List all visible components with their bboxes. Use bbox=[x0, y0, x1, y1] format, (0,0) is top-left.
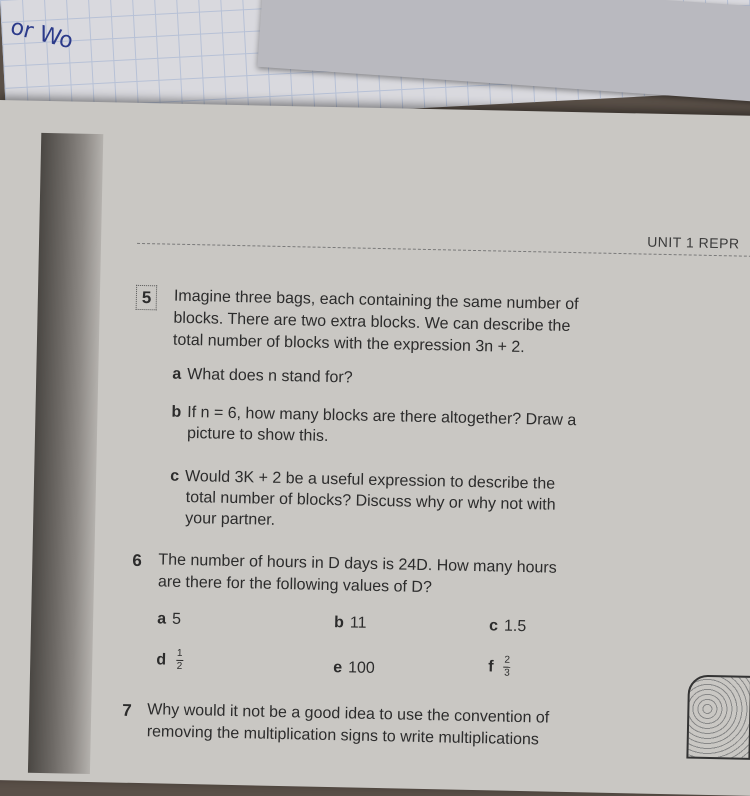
question-7-line: Why would it not be a good idea to use the convention of bbox=[147, 701, 550, 727]
question-6-line: The number of hours in D days is 24D. How many hours bbox=[158, 551, 557, 577]
question-6b: b 11 bbox=[333, 614, 367, 632]
page-binding bbox=[28, 133, 103, 774]
question-5a: a What does n stand for? bbox=[172, 365, 353, 387]
question-6-line: are there for the following values of D? bbox=[157, 573, 432, 597]
unit-header: UNIT 1 REPR bbox=[647, 233, 740, 252]
question-6d: d $\frac{1}{2}$ bbox=[156, 647, 183, 672]
question-5c: c Would 3K + 2 be a useful expression to describe the total number of blocks? Discuss why or why not with your partner. bbox=[169, 467, 556, 529]
question-6c: c 1.5 bbox=[488, 617, 527, 636]
question-6-prompt bbox=[158, 549, 649, 603]
question-6f: f $\frac{2}{3}$ bbox=[488, 654, 511, 679]
question-7-line: removing the multiplication signs to write multiplications bbox=[146, 723, 540, 749]
question-6-number: 6 bbox=[132, 550, 143, 571]
question-6e: e 100 bbox=[333, 659, 375, 677]
question-5-number: 5 bbox=[136, 288, 158, 308]
fraction-one-half: $\frac{1}{2}$ bbox=[176, 647, 183, 672]
question-7-prompt bbox=[147, 699, 668, 754]
question-5-line: blocks. There are two extra blocks. We can describe the bbox=[173, 309, 571, 335]
question-5b: b If n = 6, how many blocks are there altogether? Draw a picture to show this. bbox=[171, 403, 577, 445]
decorative-illustration bbox=[686, 675, 750, 760]
question-7-number: 7 bbox=[122, 700, 132, 720]
question-6a: a 5 bbox=[156, 610, 182, 628]
textbook-page bbox=[0, 100, 750, 796]
question-5-prompt bbox=[173, 286, 664, 362]
background-handwriting: or Wo bbox=[7, 14, 76, 55]
question-5-line: total number of blocks with the expression 3n + 2. bbox=[172, 331, 525, 357]
question-5-line: Imagine three bags, each containing the same number of bbox=[173, 287, 579, 314]
fraction-two-thirds: $\frac{2}{3}$ bbox=[504, 654, 511, 679]
